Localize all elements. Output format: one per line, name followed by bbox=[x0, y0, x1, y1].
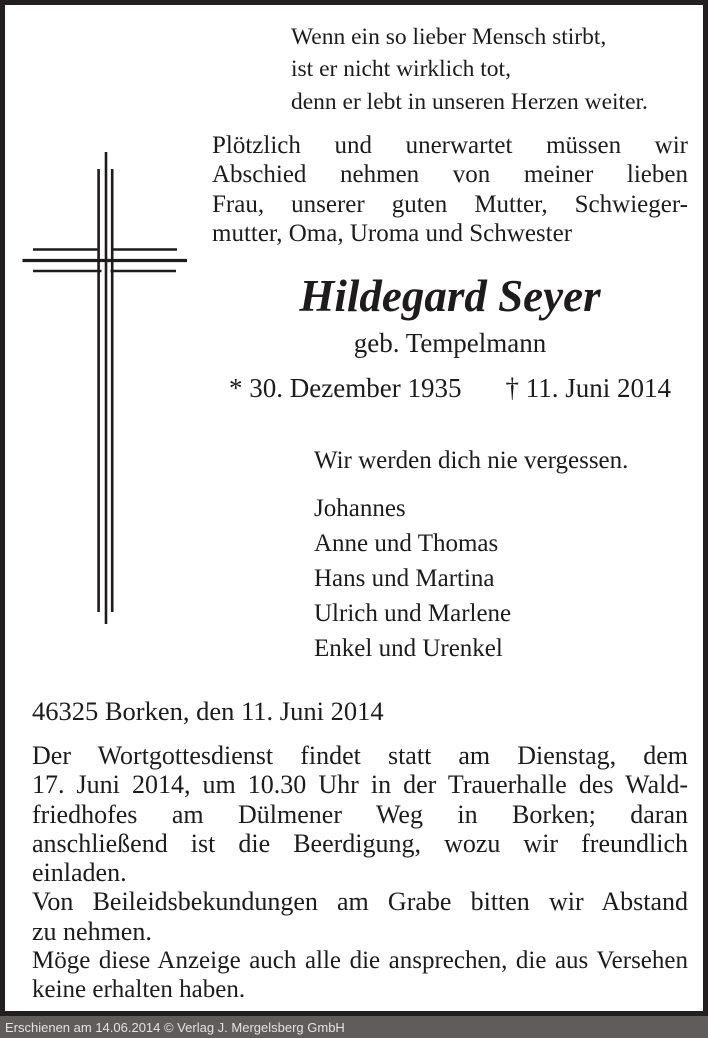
condolence-line: Von Beileidsbekundungen am Grabe bitten wir Abstand bbox=[32, 887, 688, 917]
cross-icon bbox=[20, 148, 192, 630]
lower-paragraphs bbox=[32, 741, 688, 1005]
mourner: Ulrich und Marlene bbox=[314, 600, 512, 627]
service-line: friedhofes am Dülmener Weg in Borken; daran bbox=[32, 799, 688, 829]
intro-line: Plötzlich und unerwartet müssen wir bbox=[212, 132, 688, 159]
intro-line: mutter, Oma, Uroma und Schwester bbox=[212, 219, 573, 247]
deceased-name: Hildegard Seyer bbox=[299, 271, 601, 321]
mourner: Johannes bbox=[314, 495, 406, 522]
publisher-footer bbox=[0, 1016, 708, 1038]
note-paragraph bbox=[32, 946, 688, 1005]
note-line: Möge diese Anzeige auch alle die ansprechen, die aus Versehen bbox=[32, 947, 688, 975]
dateline: 46325 Borken, den 11. Juni 2014 bbox=[32, 696, 384, 726]
intro-line: Abschied nehmen von meiner lieben bbox=[212, 161, 688, 189]
publisher-footer-text: Erschienen am 14.06.2014 © Verlag J. Mergelsberg GmbH bbox=[5, 1019, 345, 1035]
mourner: Anne und Thomas bbox=[314, 530, 499, 557]
mourner: Hans und Martina bbox=[314, 565, 495, 592]
verse-line: denn er lebt in unseren Herzen weiter. bbox=[291, 88, 648, 115]
service-line: 17. Juni 2014, um 10.30 Uhr in der Trauerhalle des Wald- bbox=[32, 770, 688, 800]
mourners-list bbox=[314, 491, 511, 666]
note-line: keine erhalten haben. bbox=[32, 976, 246, 1004]
service-line: einladen. bbox=[32, 858, 127, 888]
service-line: Der Wortgottesdienst findet statt am Dienstag, dem bbox=[32, 741, 688, 770]
birth-date: * 30. Dezember 1935 bbox=[229, 373, 462, 403]
intro-line: Frau, unserer guten Mutter, Schwieger- bbox=[212, 190, 688, 218]
condolence-paragraph bbox=[32, 887, 688, 946]
life-dates bbox=[212, 372, 688, 404]
verse-line: ist er nicht wirklich tot, bbox=[291, 56, 511, 83]
verse-line: Wenn ein so lieber Mensch stirbt, bbox=[291, 24, 607, 50]
condolence-line: zu nehmen. bbox=[32, 916, 152, 946]
opening-verse bbox=[291, 21, 648, 118]
death-date: † 11. Juni 2014 bbox=[505, 373, 671, 403]
maiden-name: geb. Tempelmann bbox=[353, 328, 547, 358]
service-line: anschließend ist die Beerdigung, wozu wir freundlich bbox=[32, 828, 688, 858]
intro-paragraph bbox=[212, 131, 688, 248]
service-paragraph bbox=[32, 741, 688, 887]
farewell-line: Wir werden dich nie vergessen. bbox=[314, 447, 629, 474]
mourner: Enkel und Urenkel bbox=[314, 635, 503, 662]
